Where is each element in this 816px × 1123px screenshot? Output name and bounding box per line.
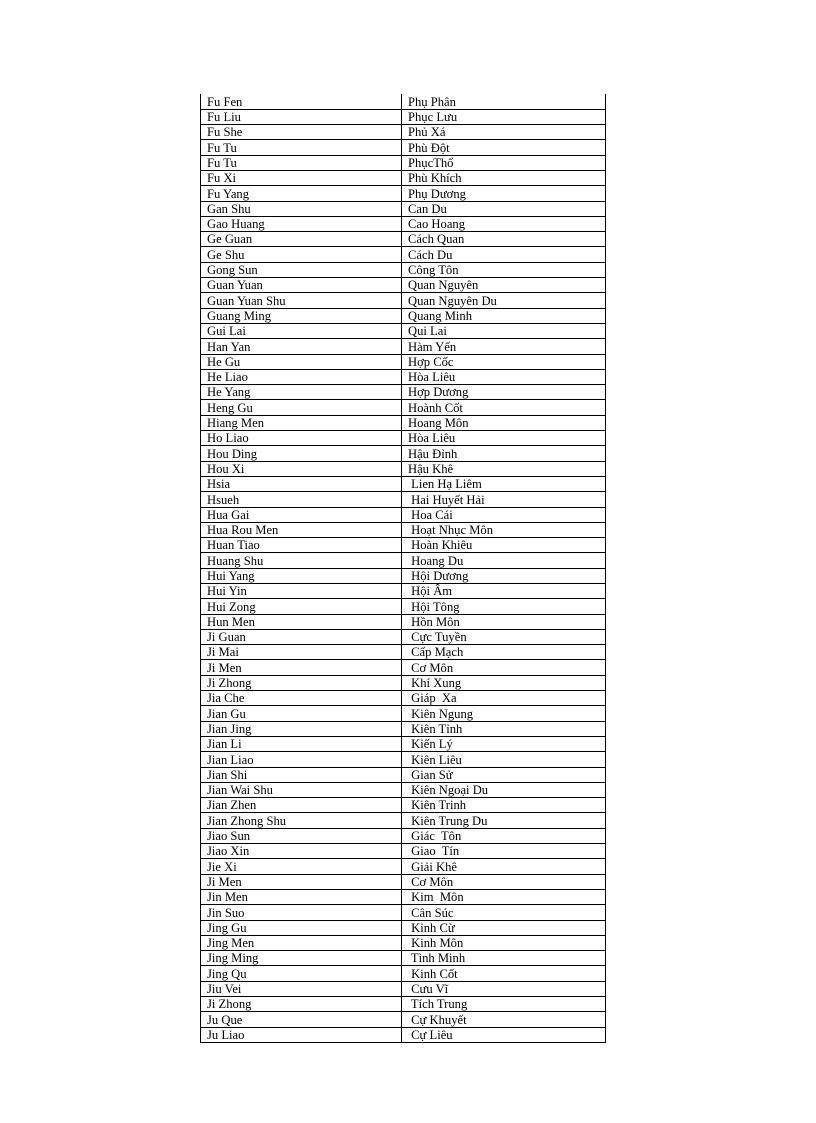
vietnamese-name-cell: Kiến Lý	[402, 736, 606, 751]
pinyin-name-cell: Fu Tu	[201, 140, 402, 155]
table-row	[201, 813, 606, 828]
vietnamese-name-cell: Quan Nguyên	[402, 278, 606, 293]
table-row	[201, 247, 606, 262]
pinyin-name-cell: Fu Yang	[201, 186, 402, 201]
table-row	[201, 354, 606, 369]
pinyin-name-cell: Jing Ming	[201, 951, 402, 966]
vietnamese-name-cell: Phục Lưu	[402, 109, 606, 124]
table-row	[201, 538, 606, 553]
pinyin-name-cell: Jie Xi	[201, 859, 402, 874]
vietnamese-name-cell: Kiên Trinh	[402, 798, 606, 813]
pinyin-name-cell: Hou Xi	[201, 461, 402, 476]
pinyin-name-cell: Hua Rou Men	[201, 522, 402, 537]
vietnamese-name-cell: Kiên Liêu	[402, 752, 606, 767]
vietnamese-name-cell: PhụcThổ	[402, 155, 606, 170]
vietnamese-name-cell: Hoạt Nhục Môn	[402, 522, 606, 537]
pinyin-name-cell: Hsia	[201, 476, 402, 491]
pinyin-name-cell: Ji Men	[201, 874, 402, 889]
acupoint-name-table	[200, 94, 606, 1043]
table-row	[201, 721, 606, 736]
table-row	[201, 369, 606, 384]
vietnamese-name-cell: Phụ Dương	[402, 186, 606, 201]
vietnamese-name-cell: Kinh Cừ	[402, 920, 606, 935]
vietnamese-name-cell: Kinh Cốt	[402, 966, 606, 981]
vietnamese-name-cell: Công Tôn	[402, 262, 606, 277]
pinyin-name-cell: Ji Zhong	[201, 675, 402, 690]
table-row	[201, 339, 606, 354]
vietnamese-name-cell: Tình Minh	[402, 951, 606, 966]
vietnamese-name-cell: Cực Tuyền	[402, 629, 606, 644]
vietnamese-name-cell: Cách Quan	[402, 232, 606, 247]
pinyin-name-cell: Huang Shu	[201, 553, 402, 568]
vietnamese-name-cell: Gian Sử	[402, 767, 606, 782]
vietnamese-name-cell: Lien Hạ Liêm	[402, 476, 606, 491]
table-row	[201, 599, 606, 614]
vietnamese-name-cell: Quan Nguyên Du	[402, 293, 606, 308]
table-row	[201, 293, 606, 308]
vietnamese-name-cell: Cự Liêu	[402, 1027, 606, 1042]
pinyin-name-cell: Fu She	[201, 125, 402, 140]
pinyin-name-cell: Jiao Xin	[201, 844, 402, 859]
table-row	[201, 492, 606, 507]
vietnamese-name-cell: Khí Xung	[402, 675, 606, 690]
pinyin-name-cell: Jiu Vei	[201, 981, 402, 996]
vietnamese-name-cell: Hòa Liêu	[402, 431, 606, 446]
vietnamese-name-cell: Hồn Môn	[402, 614, 606, 629]
vietnamese-name-cell: Hội Âm	[402, 584, 606, 599]
table-row	[201, 186, 606, 201]
pinyin-name-cell: Jin Men	[201, 889, 402, 904]
vietnamese-name-cell: Hòa Liêu	[402, 369, 606, 384]
pinyin-name-cell: Heng Gu	[201, 400, 402, 415]
vietnamese-name-cell: Phụ Phân	[402, 94, 606, 109]
table-row	[201, 1027, 606, 1042]
pinyin-name-cell: Jin Suo	[201, 905, 402, 920]
vietnamese-name-cell: Phủ Xá	[402, 125, 606, 140]
table-row	[201, 262, 606, 277]
table-row	[201, 828, 606, 843]
vietnamese-name-cell: Cao Hoang	[402, 216, 606, 231]
vietnamese-name-cell: Hoang Môn	[402, 415, 606, 430]
table-row	[201, 706, 606, 721]
pinyin-name-cell: Jia Che	[201, 691, 402, 706]
vietnamese-name-cell: Hợp Cốc	[402, 354, 606, 369]
pinyin-name-cell: Jian Zhong Shu	[201, 813, 402, 828]
vietnamese-name-cell: Cưu Vĩ	[402, 981, 606, 996]
table-row	[201, 431, 606, 446]
table-row	[201, 584, 606, 599]
vietnamese-name-cell: Hậu Đỉnh	[402, 446, 606, 461]
table-row	[201, 461, 606, 476]
vietnamese-name-cell: Tích Trung	[402, 997, 606, 1012]
pinyin-name-cell: Ge Guan	[201, 232, 402, 247]
vietnamese-name-cell: Hàm Yến	[402, 339, 606, 354]
pinyin-name-cell: Jian Shi	[201, 767, 402, 782]
vietnamese-name-cell: Kiên Tỉnh	[402, 721, 606, 736]
pinyin-name-cell: Ju Liao	[201, 1027, 402, 1042]
table-row	[201, 125, 606, 140]
pinyin-name-cell: Jing Men	[201, 935, 402, 950]
pinyin-name-cell: Fu Xi	[201, 170, 402, 185]
table-row	[201, 308, 606, 323]
vietnamese-name-cell: Qui Lai	[402, 323, 606, 338]
vietnamese-name-cell: Cự Khuyết	[402, 1012, 606, 1027]
pinyin-name-cell: Ji Mai	[201, 645, 402, 660]
table-row	[201, 201, 606, 216]
vietnamese-name-cell: Cân Súc	[402, 905, 606, 920]
table-row	[201, 889, 606, 904]
vietnamese-name-cell: Hoa Cái	[402, 507, 606, 522]
table-row	[201, 859, 606, 874]
table-row	[201, 782, 606, 797]
pinyin-name-cell: Fu Tu	[201, 155, 402, 170]
table-row	[201, 675, 606, 690]
table-row	[201, 691, 606, 706]
pinyin-name-cell: Ji Guan	[201, 629, 402, 644]
table-row	[201, 920, 606, 935]
pinyin-name-cell: Ji Zhong	[201, 997, 402, 1012]
pinyin-name-cell: Hsueh	[201, 492, 402, 507]
pinyin-name-cell: Ho Liao	[201, 431, 402, 446]
vietnamese-name-cell: Hoành Cốt	[402, 400, 606, 415]
table-row	[201, 951, 606, 966]
vietnamese-name-cell: Can Du	[402, 201, 606, 216]
table-row	[201, 446, 606, 461]
table-row	[201, 323, 606, 338]
vietnamese-name-cell: Kiên Ngung	[402, 706, 606, 721]
table-row	[201, 935, 606, 950]
vietnamese-name-cell: Hợp Dương	[402, 385, 606, 400]
table-row	[201, 415, 606, 430]
table-row	[201, 155, 606, 170]
table-row	[201, 278, 606, 293]
table-row	[201, 645, 606, 660]
table-row	[201, 170, 606, 185]
pinyin-name-cell: Hua Gai	[201, 507, 402, 522]
vietnamese-name-cell: Cơ Môn	[402, 660, 606, 675]
vietnamese-name-cell: Hoang Du	[402, 553, 606, 568]
pinyin-name-cell: Guan Yuan	[201, 278, 402, 293]
pinyin-name-cell: Guang Ming	[201, 308, 402, 323]
pinyin-name-cell: Jian Wai Shu	[201, 782, 402, 797]
table-row	[201, 476, 606, 491]
table-row	[201, 767, 606, 782]
pinyin-name-cell: Jiao Sun	[201, 828, 402, 843]
vietnamese-name-cell: Giao Tín	[402, 844, 606, 859]
vietnamese-name-cell: Kim Môn	[402, 889, 606, 904]
vietnamese-name-cell: Hoàn Khiêu	[402, 538, 606, 553]
pinyin-name-cell: Jian Liao	[201, 752, 402, 767]
vietnamese-name-cell: Hai Huyết Hải	[402, 492, 606, 507]
table-row	[201, 507, 606, 522]
table-row	[201, 385, 606, 400]
pinyin-name-cell: Jian Jing	[201, 721, 402, 736]
vietnamese-name-cell: Giác Tôn	[402, 828, 606, 843]
table-row	[201, 629, 606, 644]
table-row	[201, 752, 606, 767]
vietnamese-name-cell: Kiên Ngoại Du	[402, 782, 606, 797]
pinyin-name-cell: Gan Shu	[201, 201, 402, 216]
table-row	[201, 844, 606, 859]
vietnamese-name-cell: Phù Đột	[402, 140, 606, 155]
table-row	[201, 966, 606, 981]
vietnamese-name-cell: Kiên Trung Du	[402, 813, 606, 828]
table-row	[201, 997, 606, 1012]
pinyin-name-cell: Gong Sun	[201, 262, 402, 277]
pinyin-name-cell: Huan Tiao	[201, 538, 402, 553]
pinyin-name-cell: Hou Ding	[201, 446, 402, 461]
vietnamese-name-cell: Giáp Xa	[402, 691, 606, 706]
table-row	[201, 109, 606, 124]
table-row	[201, 568, 606, 583]
table-row	[201, 905, 606, 920]
pinyin-name-cell: Jing Qu	[201, 966, 402, 981]
table-row	[201, 94, 606, 109]
vietnamese-name-cell: Hậu Khê	[402, 461, 606, 476]
pinyin-name-cell: Jian Zhen	[201, 798, 402, 813]
table-row	[201, 140, 606, 155]
pinyin-name-cell: Ge Shu	[201, 247, 402, 262]
pinyin-name-cell: Ju Que	[201, 1012, 402, 1027]
pinyin-name-cell: Fu Liu	[201, 109, 402, 124]
pinyin-name-cell: He Yang	[201, 385, 402, 400]
pinyin-name-cell: Gui Lai	[201, 323, 402, 338]
pinyin-name-cell: Guan Yuan Shu	[201, 293, 402, 308]
table-row	[201, 232, 606, 247]
vietnamese-name-cell: Hội Dương	[402, 568, 606, 583]
table-row	[201, 522, 606, 537]
vietnamese-name-cell: Cấp Mạch	[402, 645, 606, 660]
table-row	[201, 660, 606, 675]
pinyin-name-cell: He Gu	[201, 354, 402, 369]
vietnamese-name-cell: Hội Tông	[402, 599, 606, 614]
table-row	[201, 736, 606, 751]
vietnamese-name-cell: Cơ Môn	[402, 874, 606, 889]
pinyin-name-cell: Jing Gu	[201, 920, 402, 935]
table-row	[201, 874, 606, 889]
table-row	[201, 614, 606, 629]
vietnamese-name-cell: Phù Khích	[402, 170, 606, 185]
vietnamese-name-cell: Kinh Môn	[402, 935, 606, 950]
pinyin-name-cell: Ji Men	[201, 660, 402, 675]
pinyin-name-cell: Hui Yang	[201, 568, 402, 583]
pinyin-name-cell: Hui Zong	[201, 599, 402, 614]
pinyin-name-cell: Hun Men	[201, 614, 402, 629]
table-row	[201, 981, 606, 996]
pinyin-name-cell: Jian Gu	[201, 706, 402, 721]
table-row	[201, 216, 606, 231]
table-row	[201, 553, 606, 568]
vietnamese-name-cell: Giải Khê	[402, 859, 606, 874]
table-row	[201, 1012, 606, 1027]
vietnamese-name-cell: Cách Du	[402, 247, 606, 262]
vietnamese-name-cell: Quang Minh	[402, 308, 606, 323]
pinyin-name-cell: Jian Li	[201, 736, 402, 751]
table-row	[201, 400, 606, 415]
pinyin-name-cell: Fu Fen	[201, 94, 402, 109]
pinyin-name-cell: Gao Huang	[201, 216, 402, 231]
table-body	[201, 94, 606, 1042]
pinyin-name-cell: Hiang Men	[201, 415, 402, 430]
table-row	[201, 798, 606, 813]
pinyin-name-cell: Han Yan	[201, 339, 402, 354]
pinyin-name-cell: He Liao	[201, 369, 402, 384]
pinyin-name-cell: Hui Yin	[201, 584, 402, 599]
